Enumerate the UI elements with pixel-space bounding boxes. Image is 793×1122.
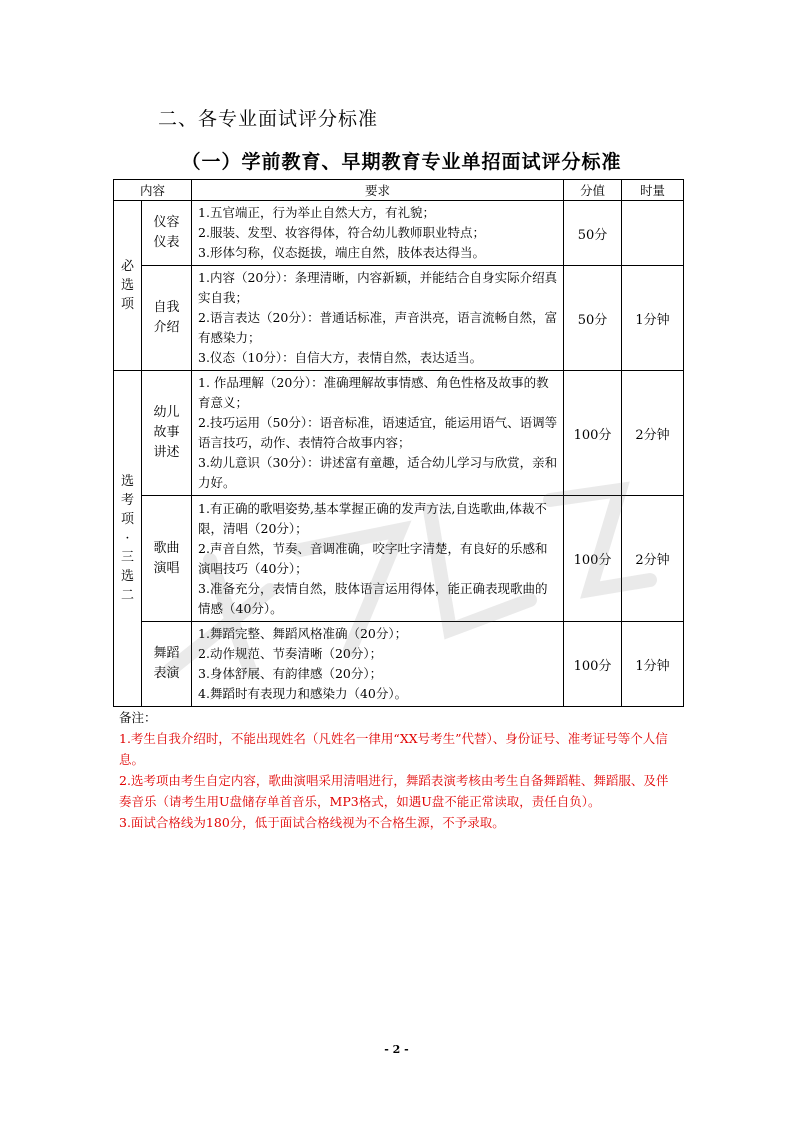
notes-label: 备注： (119, 710, 157, 725)
item-score: 100分 (564, 371, 622, 496)
note-item: 1.考生自我介绍时，不能出现姓名（凡姓名一律用“XX号考生”代替）、身份证号、准考证号等个人信息。 (119, 731, 668, 767)
item-requirements: 1.有正确的歌唱姿势,基本掌握正确的发声方法,自选歌曲,体裁不限，清唱（20分）； 2.声音自然，节奏、音调准确，咬字吐字清楚，有良好的乐感和演唱技巧（40分）； 3.准备充分，表情自然，肢体语言运用得体，能正确表现歌曲的情感（40分）。 (192, 496, 564, 622)
item-name: 歌曲 演唱 (142, 496, 192, 622)
header-content: 内容 (114, 180, 192, 201)
header-requirements: 要求 (192, 180, 564, 201)
note-item: 2.选考项由考生自定内容，歌曲演唱采用清唱进行，舞蹈表演考核由考生自备舞蹈鞋、舞蹈服、及伴奏音乐（请考生用U盘储存单首音乐，MP3格式，如遇U盘不能正常读取，责任自负）。 (119, 773, 669, 809)
subsection-heading: （一）学前教育、早期教育专业单招面试评分标准 (181, 151, 622, 173)
item-requirements: 1.内容（20分）：条理清晰，内容新颖，并能结合自身实际介绍真实自我； 2.语言表达（20分）：普通话标准，声音洪亮，语言流畅自然，富有感染力； 3.仪态（10分）：自信大方，表情自然，表达适当。 (192, 266, 564, 371)
table-row (114, 266, 684, 371)
item-score: 50分 (564, 266, 622, 371)
item-score: 100分 (564, 622, 622, 707)
item-time: 2分钟 (622, 371, 684, 496)
note-item: 3.面试合格线为180分，低于面试合格线视为不合格生源，不予录取。 (119, 815, 505, 830)
header-time: 时量 (622, 180, 684, 201)
page-number: - 2 - (384, 1043, 409, 1056)
item-time (622, 201, 684, 266)
item-name: 仪容 仪表 (142, 201, 192, 266)
section-heading: 二、各专业面试评分标准 (158, 108, 379, 130)
item-requirements: 1.五官端正，行为举止自然大方，有礼貌； 2.服装、发型、妆容得体，符合幼儿教师职业特点； 3.形体匀称，仪态挺拔，端庄自然，肢体表达得当。 (192, 201, 564, 266)
item-name: 舞蹈 表演 (142, 622, 192, 707)
item-time: 1分钟 (622, 266, 684, 371)
item-score: 50分 (564, 201, 622, 266)
header-score: 分值 (564, 180, 622, 201)
notes-section (119, 707, 679, 833)
item-name: 自我 介绍 (142, 266, 192, 371)
scoring-table (113, 179, 684, 707)
table-row (114, 371, 684, 496)
category-required: 必 选 项 (114, 201, 142, 371)
category-elective: 选 考 项 · 三 选 二 (114, 371, 142, 707)
item-requirements: 1. 作品理解（20分）：准确理解故事情感、角色性格及故事的教育意义； 2.技巧运用（50分）：语音标准，语速适宜，能运用语气、语调等语言技巧，动作、表情符合故事内容； 3.幼儿意识（30分）：讲述富有童趣，适合幼儿学习与欣赏，亲和力好。 (192, 371, 564, 496)
item-name: 幼儿 故事 讲述 (142, 371, 192, 496)
table-header-row (114, 180, 684, 201)
item-time: 1分钟 (622, 622, 684, 707)
item-requirements: 1.舞蹈完整、舞蹈风格准确（20分）； 2.动作规范、节奏清晰（20分）； 3.身体舒展、有韵律感（20分）； 4.舞蹈时有表现力和感染力（40分）。 (192, 622, 564, 707)
table-row (114, 496, 684, 622)
item-score: 100分 (564, 496, 622, 622)
table-row (114, 622, 684, 707)
item-time: 2分钟 (622, 496, 684, 622)
table-row (114, 201, 684, 266)
